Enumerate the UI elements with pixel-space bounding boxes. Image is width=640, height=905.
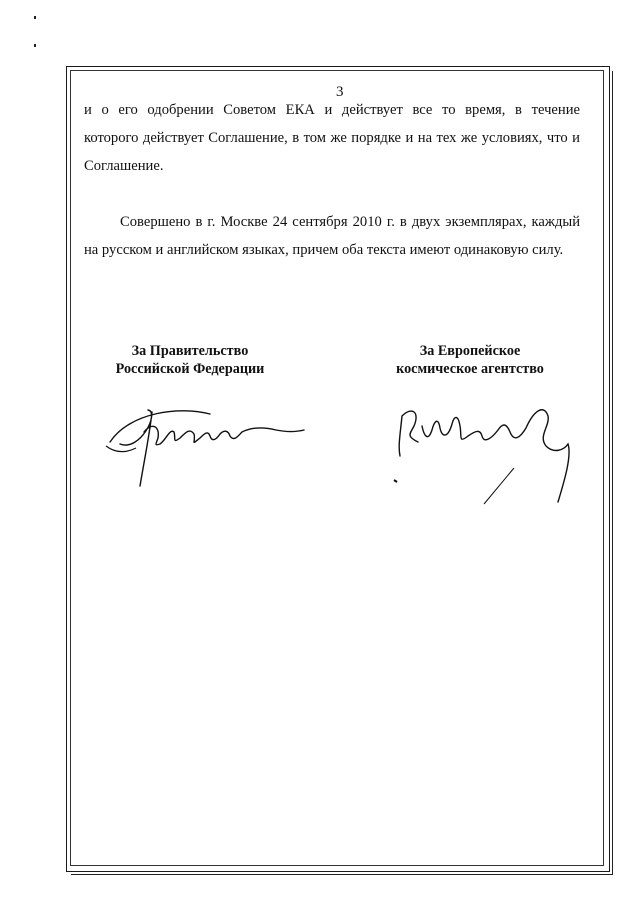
paragraph-line: на русском и английском языках, причем оба текста имеют одинаковую силу. — [84, 242, 564, 258]
page-number: 3 — [336, 84, 344, 100]
scan-speck — [34, 16, 36, 19]
paragraph-done-at — [84, 208, 580, 264]
paragraph-line: и о его одобрении Советом ЕКА и действует все то время, в течение — [84, 102, 580, 118]
paragraph-line: которого действует Соглашение, в том же порядке и на тех же условиях, что и — [84, 130, 580, 146]
signatory-line: Российской Федерации — [115, 361, 265, 377]
signatory-line: космическое агентство — [396, 361, 544, 377]
signatory-line: За Правительство — [131, 343, 249, 359]
paragraph-validity — [84, 96, 580, 180]
signature-esa — [388, 386, 588, 506]
paragraph-line: Совершено в г. Москве 24 сентября 2010 г. в двух экземплярах, каждый — [120, 214, 580, 230]
signatory-esa — [372, 342, 568, 378]
signatory-line: За Европейское — [419, 343, 521, 359]
signatory-russia — [100, 342, 280, 378]
scan-speck — [34, 44, 36, 47]
signature-russia — [100, 392, 310, 492]
paragraph-line: Соглашение. — [84, 158, 164, 174]
